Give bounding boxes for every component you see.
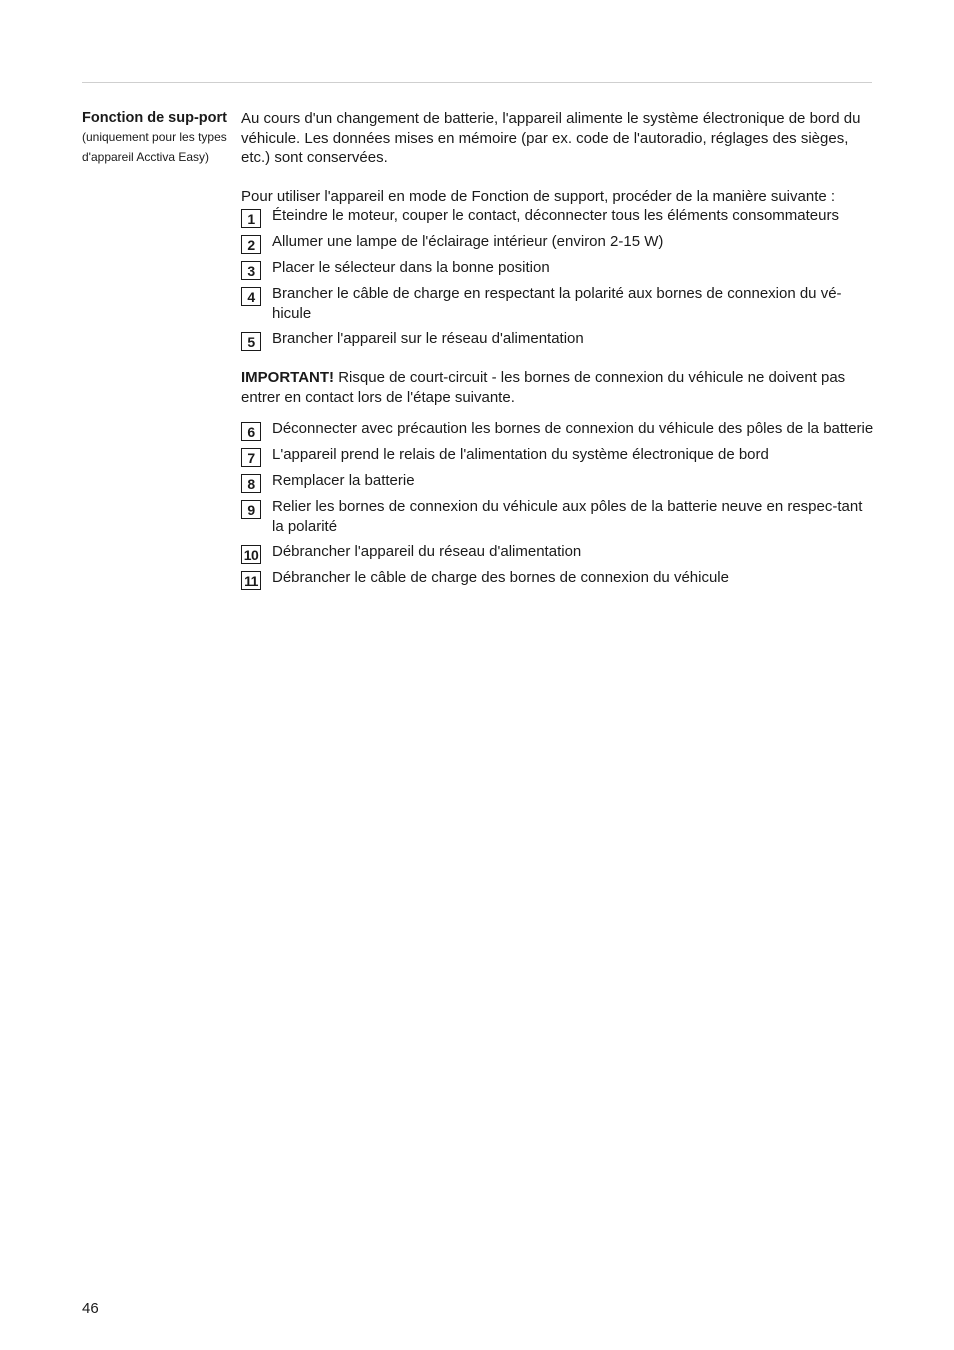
step-text: Éteindre le moteur, couper le contact, déconnecter tous les éléments consommateurs — [272, 207, 839, 224]
steps-list-part1 — [241, 206, 876, 349]
step-number-badge: 11 — [241, 571, 261, 590]
list-item — [241, 284, 876, 323]
list-item — [241, 542, 876, 562]
step-text: Relier les bornes de connexion du véhicule aux pôles de la batterie neuve en respec-tant la polarité — [272, 498, 863, 535]
step-number-badge: 6 — [241, 422, 261, 441]
section-title: Fonction de sup-port — [82, 110, 227, 126]
step-text: Débrancher le câble de charge des bornes de connexion du véhicule — [272, 569, 729, 586]
main-content — [241, 109, 876, 594]
list-item — [241, 445, 876, 465]
list-item — [241, 258, 876, 278]
step-text: Allumer une lampe de l'éclairage intérieur (environ 2-15 W) — [272, 233, 664, 250]
step-text: Remplacer la batterie — [272, 472, 415, 489]
step-text: Déconnecter avec précaution les bornes de connexion du véhicule des pôles de la batterie — [272, 420, 874, 437]
step-number-badge: 2 — [241, 235, 261, 254]
step-number-badge: 10 — [241, 545, 261, 564]
intro-paragraph: Au cours d'un changement de batterie, l'appareil alimente le système électronique de bord du véhicule. Les données mises en mémoire (par ex. code de l'autoradio, réglages des sièges, etc.) sont conservées. — [241, 110, 861, 166]
step-text: Placer le sélecteur dans la bonne position — [272, 259, 550, 276]
list-item — [241, 206, 876, 226]
step-number-badge: 9 — [241, 500, 261, 519]
list-item — [241, 471, 876, 491]
sidebar — [82, 109, 227, 167]
list-item — [241, 497, 876, 536]
important-warning — [241, 368, 876, 407]
step-number-badge: 5 — [241, 332, 261, 351]
section-note: (uniquement pour les types d'appareil Acctiva Easy) — [82, 130, 227, 164]
step-number-badge: 7 — [241, 448, 261, 467]
step-number-badge: 1 — [241, 209, 261, 228]
list-item — [241, 329, 876, 349]
important-text: Risque de court-circuit - les bornes de connexion du véhicule ne doivent pas entrer en contact lors de l'étape suivante. — [241, 369, 846, 406]
list-item — [241, 568, 876, 588]
instructions-lead: Pour utiliser l'appareil en mode de Fonction de support, procéder de la manière suivante : — [241, 187, 836, 205]
step-text: Brancher le câble de charge en respectant la polarité aux bornes de connexion du vé-hicule — [272, 285, 842, 322]
step-number-badge: 8 — [241, 474, 261, 493]
important-label: IMPORTANT! — [241, 369, 335, 386]
step-number-badge: 3 — [241, 261, 261, 280]
steps-list-part2 — [241, 419, 876, 588]
step-text: Brancher l'appareil sur le réseau d'alimentation — [272, 330, 584, 347]
step-number-badge: 4 — [241, 287, 261, 306]
list-item — [241, 419, 876, 439]
list-item — [241, 232, 876, 252]
step-text: Débrancher l'appareil du réseau d'alimentation — [272, 543, 582, 560]
header-divider — [82, 82, 872, 83]
step-text: L'appareil prend le relais de l'alimentation du système électronique de bord — [272, 446, 769, 463]
page-number: 46 — [82, 1300, 99, 1317]
